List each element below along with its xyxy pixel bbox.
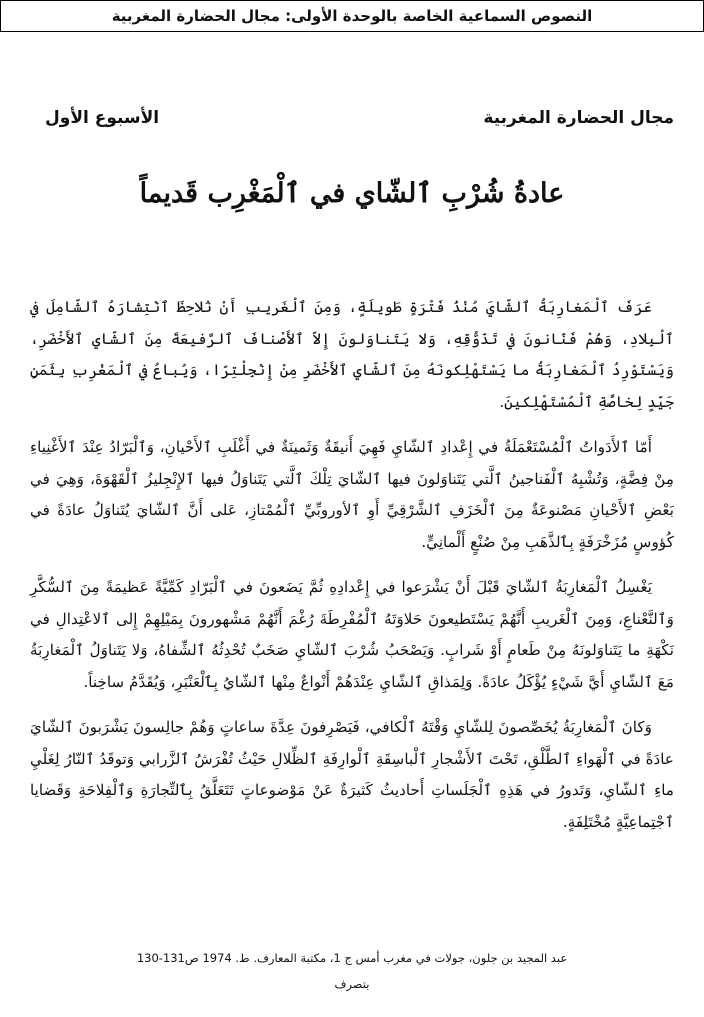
- paragraph: وَكانَ ٱلْمَغارِبَةُ يُخَصِّصونَ لِلشّايِ وَقْتَهُ ٱلْكافي، فَيَصْرِفونَ عِدَّةَ ساعاتٍ وَهُمْ جالِسونَ يَشْرَبونَ ٱلشّايَ عادَةً في ٱلْهَواءِ ٱلطَّلْقِ، تَحْتَ ٱلأَشْجارِ ٱلْباسِقَةِ ٱلْوارِفَةِ ٱلظِّلالِ حَيْثُ تُفْرَشُ ٱلزَّرابي وَتوقَدُ ٱلنّارُ لِغَلْيِ ماءِ ٱلشّايِ، وَتَدورُ في هَذِهِ ٱلْجَلَساتِ أَحاديثُ كَثيرَةٌ عَنْ مَوْضوعاتٍ تَتَعَلَّقُ بِٱلتِّجارَةِ وَٱلْفِلاحَةِ وَقَضايا ٱجْتِماعِيَّةٍ مُخْتَلِفَةٍ.: [30, 718, 674, 831]
- unit-header: [0, 0, 704, 32]
- text-body: [30, 292, 674, 852]
- week-label: الأسبوع الأول: [45, 108, 160, 128]
- unit-header-title: النصوص السماعية الخاصة بالوحدة الأولى: مجال الحضارة المغربية: [111, 7, 593, 25]
- lesson-meta: [45, 108, 674, 128]
- citation-reference: عبد المجيد بن جلون، جولات في مغرب أمس ج 1، مكتبة المعارف. ط. 1974 ص131-130: [136, 951, 568, 965]
- text-title: عادةُ شُرْبِ ٱلشّاي في ٱلْمَغْرِب قَديماً: [139, 178, 565, 209]
- paragraph: يَغْسِلُ ٱلْمَغارِبَةُ ٱلشّايَ قَبْلَ أَنْ يَشْرَعوا في إِعْدادِهِ ثُمَّ يَضَعونَ في ٱلْبَرّادِ كَمِّيَّةً عَظيمَةً مِنَ ٱلسُّكَّرِ وَٱلنَّعْناعِ، وَمِنَ ٱلْغَريبِ أَنَّهُمْ يَسْتَطيعونَ حَلاوَتَهُ ٱلْمُفْرِطَةَ رُغْمَ أَنَّهُمْ مَشْهورونَ بِمَيْلِهِمْ إِلى ٱلاعْتِدالِ في نَكْهَةِ ما يَتَناوَلونَهُ مِنْ طَعامٍ أَوْ شَرابٍ. وَيَصْحَبُ شُرْبَ ٱلشّايِ صَخَبٌ تُحْدِثُهُ ٱلشِّفاهُ، وَلا يَتَناوَلُ ٱلْمَغارِبَةُ مَعَ ٱلشّايِ أَيَّ شَيْءٍ يُؤْكَلُ عادَةً. وَلِمَذاقِ ٱلشّايِ عِنْدَهُمْ أَنْواعٌ مِنْها ٱلشّايُ بِٱلْعَنْبَرِ، وَيُقَدَّمُ ساخِناً.: [30, 578, 674, 691]
- citation-note: بتصرف: [334, 977, 370, 991]
- domain-label: مجال الحضارة المغربية: [483, 108, 674, 128]
- paragraph: عَرَفَ ٱلْمَغارِبَةُ ٱلشّايَ مُنْذُ فَتْرَةٍ طَويلَةٍ، وَمِنَ ٱلْغَريبِ أَنْ نُلاحِظَ ٱنْتِشارَهُ ٱلشّامِلَ في ٱلْبِلادِ، وَهُمْ فَنّانونَ في تَذَوُّقِهِ، وَلا يَتَناوَلونَ إِلاّ ٱلأَصْنافَ ٱلرَّفيعَةَ مِنَ ٱلشّايِ ٱلأَخْضَرِ، وَيَسْتَوْرِدُ ٱلْمَغارِبَةُ ما يَسْتَهْلِكونَهُ مِنَ ٱلشّايِ ٱلأَخْضَرِ مِنْ إِنْجِلْتِرّا، وَيُباعُ في ٱلْمَغْرِبِ بِثَمَنٍ جَيِّدٍ لِخاصَّةِ ٱلْمُسْتَهْلِكينَ.: [30, 298, 674, 411]
- paragraph: أَمّا ٱلأَدَواتُ ٱلْمُسْتَعْمَلَةُ في إِعْدادِ ٱلشّايِ فَهِيَ أَنيقَةٌ وَثَمينَةٌ في أَغْلَبِ ٱلأَحْيانِ، وَٱلْبَرّادُ عِنْدَ ٱلأَغْنِياءِ مِنْ فِضَّةٍ، وَتُشْبِهُ ٱلْفَناجينُ ٱلَّتي يَتَناوَلونَ فيها ٱلشّايَ تِلْكَ ٱلَّتي يَتَناوَلُ فيها ٱلإِنْجِليزُ ٱلْقَهْوَةَ، وَهِيَ في بَعْضِ ٱلأَحْيانِ مَصْنوعَةٌ مِنَ ٱلْخَزَفِ ٱلشَّرْقِيِّ أَوِ ٱلأوروبِّيِّ ٱلْمُمْتازِ، عَلى أَنَّ ٱلشّايَ يُتَناوَلُ عادَةً في كُؤوسٍ مُزَخْرَفَةٍ بِٱلذَّهَبِ مِنْ صُنْعٍ أَلْمانِيٍّ.: [30, 438, 674, 551]
- source-citation: [30, 945, 674, 997]
